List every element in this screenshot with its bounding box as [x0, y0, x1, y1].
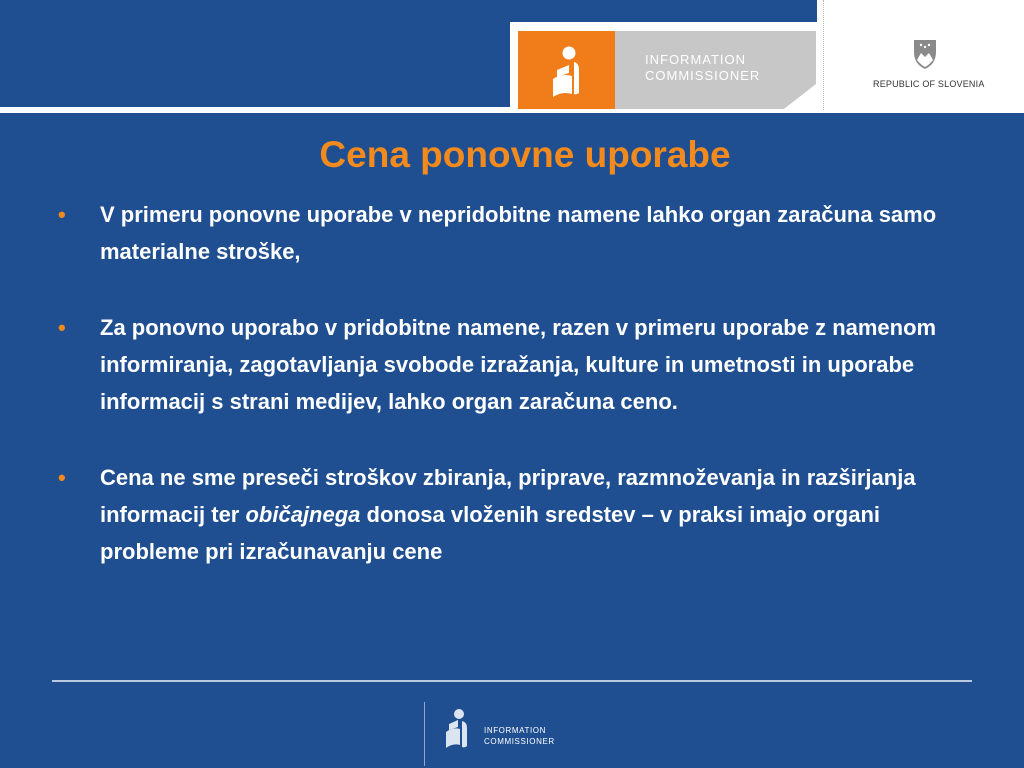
footer-line-information: INFORMATION [484, 726, 547, 735]
bullet-text-3b: donosa vloženih sredstev – v praksi imajo organi probleme pri izračunavanju cene [100, 502, 881, 564]
header-divider [823, 0, 825, 110]
republic-of-slovenia-label: REPUBLIC OF SLOVENIA [873, 79, 985, 89]
person-reading-icon [518, 31, 615, 109]
footer-line-commissioner: COMMISSIONER [484, 737, 555, 746]
bullet-item-2 [58, 309, 938, 420]
logo-orange-block [518, 31, 615, 109]
bullet-list [58, 196, 938, 609]
logo-text [645, 52, 760, 84]
bullet-dot-icon: • [58, 465, 66, 490]
slovenia-coat-of-arms-icon [912, 38, 938, 70]
bullet-item-1 [58, 196, 938, 270]
footer-divider [424, 702, 425, 766]
bullet-text-1: V primeru ponovne uporabe v nepridobitne namene lahko organ zaračuna samo materialne stroške, [100, 202, 937, 264]
footer-separator [52, 680, 972, 682]
bullet-dot-icon: • [58, 202, 66, 227]
bullet-text-3-italic: običajnega [245, 502, 361, 527]
slide-title: Cena ponovne uporabe [319, 134, 731, 175]
footer-person-reading-icon [443, 708, 469, 752]
logo-line-information: INFORMATION [645, 52, 747, 67]
logo-line-commissioner: COMMISSIONER [645, 68, 761, 83]
bullet-text-3a: Cena ne sme preseči stroškov zbiranja, priprave, razmnoževanja in razširjanja informacij ter [100, 465, 916, 527]
bullet-dot-icon: • [58, 315, 66, 340]
bullet-item-3 [58, 459, 938, 570]
bullet-text-2: Za ponovno uporabo v pridobitne namene, razen v primeru uporabe z namenom informiranja, zagotavljanja svobode izražanja, kulture in umetnosti in uporabe informacij s strani medijev, lahko organ zaračuna ceno. [100, 315, 937, 414]
footer-logo-text [484, 725, 555, 747]
